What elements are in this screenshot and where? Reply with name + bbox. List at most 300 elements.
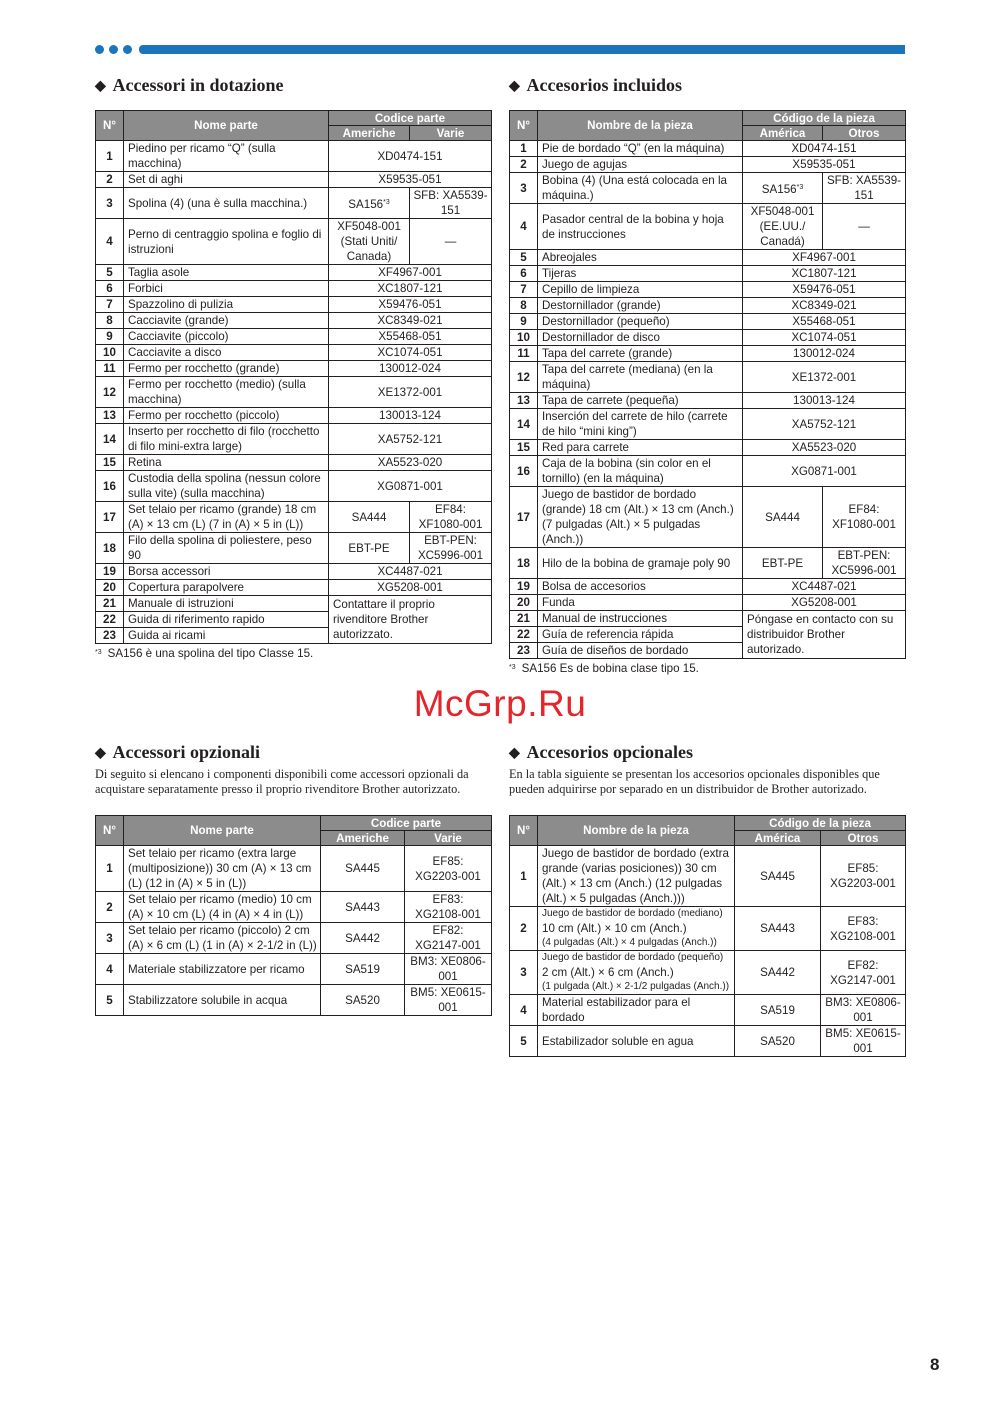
part-code-c1: [743, 173, 823, 204]
part-code: XC1807-121: [329, 281, 492, 297]
part-code-value: SA156: [761, 182, 797, 196]
table-row: [510, 440, 906, 456]
part-name: [538, 907, 735, 951]
col-header-code: Codice parte: [329, 111, 492, 126]
part-name: Guía de diseños de bordado: [538, 643, 743, 659]
row-number: 17: [96, 502, 124, 533]
header-decoration: [95, 44, 905, 55]
part-code-value: SA444: [765, 510, 800, 524]
table-row: [96, 361, 492, 377]
part-code-value: SA443: [345, 900, 380, 914]
row-number: 7: [96, 297, 124, 313]
part-name: Perno di centraggio spolina e foglio di istruzioni: [124, 219, 329, 265]
part-code: XC1074-051: [329, 345, 492, 361]
part-code-value: SA445: [760, 869, 795, 883]
part-name: Retina: [124, 455, 329, 471]
part-name: Spolina (4) (una è sulla macchina.): [124, 188, 329, 219]
row-number: 21: [96, 596, 124, 612]
section-title-text: Accessori in dotazione: [112, 75, 284, 95]
part-name-line: (4 pulgadas (Alt.) × 4 pulgadas (Anch.)): [542, 937, 717, 948]
part-name: Cepillo de limpieza: [538, 282, 743, 298]
part-code-value: SA520: [760, 1034, 795, 1048]
part-code: X59476-051: [743, 282, 906, 298]
table-row: [96, 954, 492, 985]
table-row: [510, 330, 906, 346]
footnote: [509, 662, 905, 675]
table-row: [96, 455, 492, 471]
part-name-line: 2 cm (Alt.) × 6 cm (Anch.): [542, 966, 674, 979]
row-number: 18: [96, 533, 124, 564]
part-code-c1: [329, 533, 410, 564]
row-number: 19: [510, 579, 538, 595]
table-row: [510, 393, 906, 409]
part-name: Cacciavite (grande): [124, 313, 329, 329]
part-code: 130013-124: [743, 393, 906, 409]
part-code-c2: BM5: XE0615-001: [821, 1026, 906, 1057]
table-row: [510, 266, 906, 282]
part-code: XC8349-021: [329, 313, 492, 329]
table-row: [96, 923, 492, 954]
table-row: [96, 533, 492, 564]
part-code: X55468-051: [743, 314, 906, 330]
table-row: [96, 596, 492, 612]
part-code-c1: [743, 204, 823, 250]
col-header-num: N°: [96, 111, 124, 141]
footnote-ref: *3: [383, 198, 390, 206]
part-code-c1: [321, 954, 405, 985]
row-number: 2: [510, 907, 538, 951]
footnote-text: SA156 Es de bobina clase tipo 15.: [521, 662, 699, 675]
row-number: 12: [96, 377, 124, 408]
row-number: 5: [510, 1026, 538, 1057]
part-name: Borsa accessori: [124, 564, 329, 580]
part-code-value: SA444: [351, 510, 387, 524]
col-header-name: Nombre de la pieza: [538, 111, 743, 141]
table-row: [96, 471, 492, 502]
row-number: 7: [510, 282, 538, 298]
row-number: 15: [96, 455, 124, 471]
part-name: Filo della spolina di poliestere, peso 90: [124, 533, 329, 564]
row-number: 2: [510, 157, 538, 173]
table-row: [510, 548, 906, 579]
part-name: Guida ai ricami: [124, 628, 329, 644]
part-code: XD0474-151: [743, 141, 906, 157]
part-name: Red para carrete: [538, 440, 743, 456]
part-code: XA5752-121: [329, 424, 492, 455]
footnote-mark: *3: [509, 664, 516, 671]
table-row: [510, 409, 906, 440]
part-name: Set telaio per ricamo (extra large (multiposizione)) 30 cm (A) × 13 cm (L) (12 in (A) × 5 in (L)): [124, 846, 321, 892]
part-name: Custodia della spolina (nessun colore sulla vite) (sulla macchina): [124, 471, 329, 502]
part-name: Pie de bordado “Q” (en la máquina): [538, 141, 743, 157]
section-title: [95, 739, 492, 765]
part-name: Tapa del carrete (grande): [538, 346, 743, 362]
col-header-name: Nombre de la pieza: [538, 816, 735, 846]
part-code-c1: [735, 846, 821, 907]
part-code-c2: EF84: XF1080-001: [823, 487, 906, 548]
row-number: 4: [96, 954, 124, 985]
row-number: 9: [96, 329, 124, 345]
part-code: XF4967-001: [329, 265, 492, 281]
table-row: [96, 345, 492, 361]
col-header-c1: América: [735, 831, 821, 846]
part-code-c2: SFB: XA5539-151: [823, 173, 906, 204]
part-code: XA5752-121: [743, 409, 906, 440]
row-number: 5: [96, 985, 124, 1016]
col-header-c2: Varie: [410, 126, 492, 141]
part-code: XE1372-001: [329, 377, 492, 408]
table-row: [510, 951, 906, 995]
row-number: 16: [510, 456, 538, 487]
part-name-line: Juego de bastidor de bordado (mediano): [542, 908, 723, 919]
part-code-value: SA519: [345, 962, 380, 976]
part-name: [538, 951, 735, 995]
table-row: [510, 282, 906, 298]
row-number: 1: [96, 846, 124, 892]
part-name-line: 10 cm (Alt.) × 10 cm (Anch.): [542, 922, 687, 935]
row-number: 4: [96, 219, 124, 265]
row-number: 9: [510, 314, 538, 330]
row-number: 21: [510, 611, 538, 627]
diamond-bullet-icon: ◆: [509, 79, 520, 94]
table-row: [96, 219, 492, 265]
section-optional-it: [95, 739, 492, 1016]
decor-dot: [123, 45, 132, 54]
row-number: 5: [510, 250, 538, 266]
row-number: 11: [96, 361, 124, 377]
table-row: [510, 346, 906, 362]
part-name: Manuale di istruzioni: [124, 596, 329, 612]
footnote-text: SA156 è una spolina del tipo Classe 15.: [107, 647, 314, 660]
table-row: [96, 265, 492, 281]
table-row: [510, 362, 906, 393]
table-row: [96, 408, 492, 424]
table-row: [96, 502, 492, 533]
part-code-c2: EF85: XG2203-001: [405, 846, 492, 892]
contact-note: Contattare il proprio rivenditore Brother autorizzato.: [329, 596, 492, 644]
part-code-c2: EF84: XF1080-001: [410, 502, 492, 533]
col-header-code: Código de la pieza: [735, 816, 906, 831]
row-number: 3: [510, 951, 538, 995]
part-code: XC1074-051: [743, 330, 906, 346]
part-code-c2: EBT-PEN: XC5996-001: [410, 533, 492, 564]
table-row: [96, 564, 492, 580]
table-row: [510, 298, 906, 314]
part-code-c1: [321, 892, 405, 923]
part-code-value: SA442: [760, 966, 795, 979]
table-body: [510, 846, 906, 1057]
footnote-mark: *3: [95, 649, 102, 656]
part-code-value: SA445: [345, 862, 380, 875]
part-name: Set di aghi: [124, 172, 329, 188]
page-number: 8: [930, 1355, 940, 1374]
part-name: Fermo per rocchetto (medio) (sulla macchina): [124, 377, 329, 408]
row-number: 22: [510, 627, 538, 643]
section-intro: Di seguito si elencano i componenti disponibili come accessori opzionali da acquistare separatamente presso il proprio rivenditore Brother autorizzato.: [95, 767, 469, 796]
col-header-code: Codice parte: [321, 816, 492, 831]
part-code-c2: EF82: XG2147-001: [821, 951, 906, 995]
table-row: [96, 329, 492, 345]
part-name: Tapa del carrete (mediana) (en la máquina): [538, 362, 743, 393]
col-header-c2: Varie: [405, 831, 492, 846]
part-code-c1: [321, 846, 405, 892]
table-row: [96, 297, 492, 313]
part-code: XG0871-001: [743, 456, 906, 487]
row-number: 10: [510, 330, 538, 346]
table-row: [510, 204, 906, 250]
part-code: 130012-024: [743, 346, 906, 362]
part-code: XG0871-001: [329, 471, 492, 502]
row-number: 3: [96, 923, 124, 954]
row-number: 12: [510, 362, 538, 393]
table-row: [510, 314, 906, 330]
col-header-c1: Americhe: [321, 831, 405, 846]
part-code-value: EBT-PE: [348, 541, 390, 555]
row-number: 19: [96, 564, 124, 580]
part-code-c2: —: [410, 219, 492, 265]
table-row: [510, 579, 906, 595]
part-code-c1: [329, 502, 410, 533]
table-row: [510, 173, 906, 204]
table-row: [96, 188, 492, 219]
part-code: X55468-051: [329, 329, 492, 345]
part-code-c1: [735, 951, 821, 995]
row-number: 8: [96, 313, 124, 329]
col-header-name: Nome parte: [124, 111, 329, 141]
accessories-table: [95, 110, 492, 644]
decor-bar: [139, 45, 905, 54]
part-code: X59535-051: [329, 172, 492, 188]
row-number: 17: [510, 487, 538, 548]
part-code: XC4487-021: [743, 579, 906, 595]
part-code-value: SA442: [345, 931, 380, 945]
optional-accessories-table: [509, 815, 906, 1057]
part-code: XG5208-001: [329, 580, 492, 596]
table-row: [96, 281, 492, 297]
row-number: 13: [510, 393, 538, 409]
diamond-bullet-icon: ◆: [95, 79, 106, 94]
part-name: Copertura parapolvere: [124, 580, 329, 596]
row-number: 4: [510, 204, 538, 250]
part-name: Destornillador (grande): [538, 298, 743, 314]
accessories-table: [509, 110, 906, 659]
table-row: [96, 172, 492, 188]
part-name: Abreojales: [538, 250, 743, 266]
part-code-c1: [743, 548, 823, 579]
section-optional-es: [509, 739, 905, 1057]
section-title: [95, 72, 492, 98]
part-code-c1: [735, 907, 821, 951]
part-name: Juego de bastidor de bordado (grande) 18 cm (Alt.) × 13 cm (Anch.) (7 pulgadas (Alt.) × 5 pulgadas (Anch.)): [538, 487, 743, 548]
part-name: Manual de instrucciones: [538, 611, 743, 627]
table-row: [96, 846, 492, 892]
part-code-value: SA443: [760, 922, 795, 935]
table-row: [96, 580, 492, 596]
part-code-c2: BM3: XE0806-001: [405, 954, 492, 985]
row-number: 23: [96, 628, 124, 644]
row-number: 16: [96, 471, 124, 502]
part-code-value: SA520: [345, 993, 380, 1007]
part-name: Tapa de carrete (pequeña): [538, 393, 743, 409]
footnote-ref: *3: [796, 183, 804, 191]
part-code-value: SA519: [760, 1003, 795, 1017]
col-header-name: Nome parte: [124, 816, 321, 846]
part-code-c1: [735, 995, 821, 1026]
table-body: [96, 141, 492, 644]
table-row: [96, 985, 492, 1016]
row-number: 6: [96, 281, 124, 297]
part-code-c2: EF85: XG2203-001: [821, 846, 906, 907]
table-row: [510, 456, 906, 487]
part-code-c2: —: [823, 204, 906, 250]
col-header-c1: Americhe: [329, 126, 410, 141]
decor-dot: [95, 45, 104, 54]
part-code: 130013-124: [329, 408, 492, 424]
section-title-text: Accessori opzionali: [112, 742, 260, 762]
part-name: Fermo per rocchetto (piccolo): [124, 408, 329, 424]
col-header-c1: América: [743, 126, 823, 141]
row-number: 3: [510, 173, 538, 204]
optional-accessories-table: [95, 815, 492, 1016]
part-code-c2: BM5: XE0615-001: [405, 985, 492, 1016]
row-number: 1: [96, 141, 124, 172]
part-code-c1: [329, 188, 410, 219]
col-header-c2: Otros: [821, 831, 906, 846]
table-row: [510, 487, 906, 548]
section-title-text: Accesorios incluidos: [526, 75, 683, 95]
section-title: [509, 739, 905, 765]
col-header-num: N°: [510, 111, 538, 141]
part-name: Stabilizzatore solubile in acqua: [124, 985, 321, 1016]
part-name: Cacciavite a disco: [124, 345, 329, 361]
row-number: 2: [96, 172, 124, 188]
part-code-c2: EBT-PEN: XC5996-001: [823, 548, 906, 579]
diamond-bullet-icon: ◆: [509, 746, 520, 761]
row-number: 1: [510, 846, 538, 907]
row-number: 14: [510, 409, 538, 440]
part-name: Tijeras: [538, 266, 743, 282]
part-name: Destornillador (pequeño): [538, 314, 743, 330]
table-body: [510, 141, 906, 659]
row-number: 1: [510, 141, 538, 157]
part-name: Inserción del carrete de hilo (carrete de hilo “mini king”): [538, 409, 743, 440]
part-name: Guida di riferimento rapido: [124, 612, 329, 628]
part-name: Set telaio per ricamo (grande) 18 cm (A) × 13 cm (L) (7 in (A) × 5 in (L)): [124, 502, 329, 533]
part-code: XE1372-001: [743, 362, 906, 393]
part-name: Forbici: [124, 281, 329, 297]
part-code: X59476-051: [329, 297, 492, 313]
row-number: 11: [510, 346, 538, 362]
part-code-value: SA156: [348, 197, 384, 211]
part-name: Bobina (4) (Una está colocada en la máquina.): [538, 173, 743, 204]
part-name: Destornillador de disco: [538, 330, 743, 346]
table-row: [96, 892, 492, 923]
part-code-value: EBT-PE: [761, 556, 804, 570]
part-code: XA5523-020: [743, 440, 906, 456]
part-name: Set telaio per ricamo (medio) 10 cm (A) × 10 cm (L) (4 in (A) × 4 in (L)): [124, 892, 321, 923]
part-name: Juego de bastidor de bordado (extra grande (varias posiciones)) 30 cm (Alt.) × 13 cm (Anch.) (12 pulgadas (Alt.) × 5 pulgadas (Anch.))): [538, 846, 735, 907]
part-code-c2: EF82: XG2147-001: [405, 923, 492, 954]
row-number: 3: [96, 188, 124, 219]
part-code-c1: [321, 985, 405, 1016]
row-number: 2: [96, 892, 124, 923]
part-code-c2: SFB: XA5539-151: [410, 188, 492, 219]
table-row: [510, 141, 906, 157]
table-row: [96, 141, 492, 172]
part-name: Guía de referencia rápida: [538, 627, 743, 643]
table-row: [510, 250, 906, 266]
table-row: [510, 995, 906, 1026]
part-code-c1: [743, 487, 823, 548]
decor-dot: [109, 45, 118, 54]
part-name: Estabilizador soluble en agua: [538, 1026, 735, 1057]
table-body: [96, 846, 492, 1016]
part-code-value: XF5048-001 (EE.UU./ Canadá): [750, 205, 815, 248]
part-name-line: Juego de bastidor de bordado (pequeño): [542, 952, 724, 963]
part-name: Taglia asole: [124, 265, 329, 281]
watermark: McGrp.Ru: [413, 683, 587, 724]
section-intro: En la tabla siguiente se presentan los accesorios opcionales disponibles que pueden adquirirse por separado en un distribuidor de Brother autorizado.: [509, 767, 880, 796]
part-code: XA5523-020: [329, 455, 492, 471]
part-code: XD0474-151: [329, 141, 492, 172]
part-code-c1: [321, 923, 405, 954]
part-code: XC1807-121: [743, 266, 906, 282]
row-number: 22: [96, 612, 124, 628]
part-code-c2: BM3: XE0806-001: [821, 995, 906, 1026]
part-code: X59535-051: [743, 157, 906, 173]
part-code-c2: EF83: XG2108-001: [405, 892, 492, 923]
part-name: Inserto per rocchetto di filo (rocchetto di filo mini-extra large): [124, 424, 329, 455]
part-name: Bolsa de accesorios: [538, 579, 743, 595]
part-name-line: (1 pulgada (Alt.) × 2-1/2 pulgadas (Anch.)): [542, 981, 730, 992]
part-code: 130012-024: [329, 361, 492, 377]
diamond-bullet-icon: ◆: [95, 746, 106, 761]
section-included-es: [509, 72, 905, 675]
row-number: 18: [510, 548, 538, 579]
table-row: [96, 377, 492, 408]
contact-note: Póngase en contacto con su distribuidor Brother autorizado.: [743, 611, 906, 659]
part-name: Spazzolino di pulizia: [124, 297, 329, 313]
row-number: 5: [96, 265, 124, 281]
part-name: Materiale stabilizzatore per ricamo: [124, 954, 321, 985]
row-number: 20: [96, 580, 124, 596]
section-included-it: [95, 72, 492, 660]
row-number: 13: [96, 408, 124, 424]
col-header-num: N°: [96, 816, 124, 846]
table-row: [510, 907, 906, 951]
part-name: Set telaio per ricamo (piccolo) 2 cm (A) × 6 cm (L) (1 in (A) × 2-1/2 in (L)): [124, 923, 321, 954]
part-name: Piedino per ricamo “Q” (sulla macchina): [124, 141, 329, 172]
part-code: XC4487-021: [329, 564, 492, 580]
section-title-text: Accesorios opcionales: [526, 742, 693, 762]
section-title: [509, 72, 905, 98]
part-code-c1: [735, 1026, 821, 1057]
row-number: 15: [510, 440, 538, 456]
part-name: Caja de la bobina (sin color en el tornillo) (en la máquina): [538, 456, 743, 487]
table-row: [96, 424, 492, 455]
table-row: [510, 611, 906, 627]
row-number: 20: [510, 595, 538, 611]
part-name: Pasador central de la bobina y hoja de instrucciones: [538, 204, 743, 250]
part-name: Fermo per rocchetto (grande): [124, 361, 329, 377]
table-row: [96, 313, 492, 329]
part-name: Material estabilizador para el bordado: [538, 995, 735, 1026]
col-header-c2: Otros: [823, 126, 906, 141]
part-code-c1: [329, 219, 410, 265]
table-row: [510, 157, 906, 173]
footnote: [95, 647, 492, 660]
row-number: 23: [510, 643, 538, 659]
